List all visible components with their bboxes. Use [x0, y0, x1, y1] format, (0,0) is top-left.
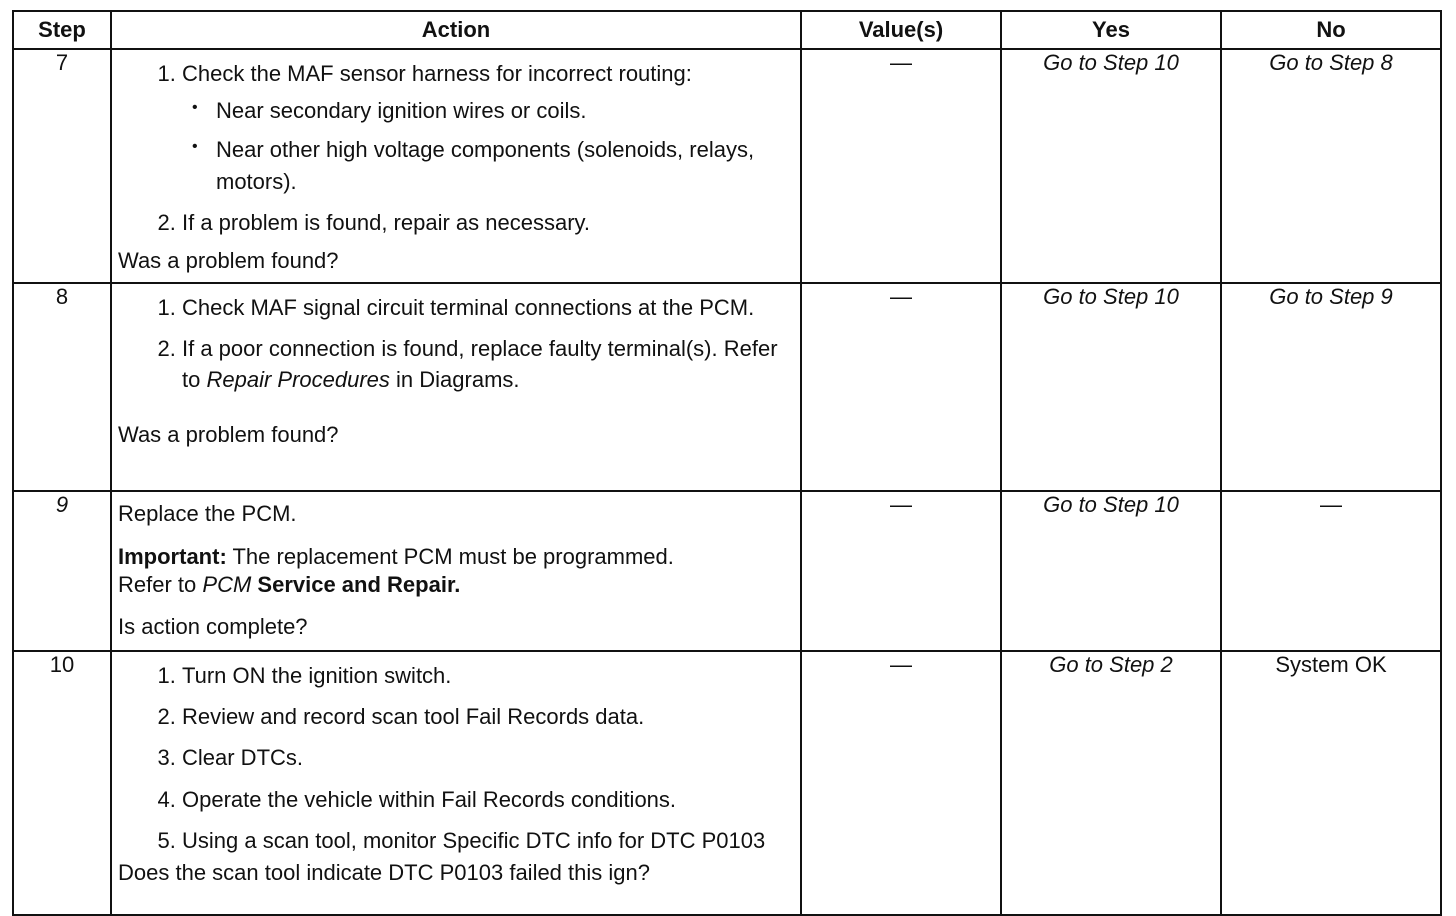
table-row-step-10 — [13, 651, 1441, 915]
action-item: 2. If a problem is found, repair as necessary. — [182, 207, 788, 238]
bullet-item: • Near secondary ignition wires or coils. — [216, 95, 788, 126]
value-cell: — — [801, 283, 1001, 491]
header-values: Value(s) — [801, 11, 1001, 49]
no-cell: Go to Step 8 — [1221, 49, 1441, 283]
header-row — [13, 11, 1441, 49]
bullet-list — [182, 95, 788, 197]
action-item: 2. Review and record scan tool Fail Records data. — [182, 701, 788, 732]
header-no: No — [1221, 11, 1441, 49]
action-cell — [111, 651, 801, 915]
no-cell: — — [1221, 491, 1441, 651]
bullet-item: • Near other high voltage components (solenoids, relays, motors). — [216, 134, 788, 196]
action-item: 2. If a poor connection is found, replace faulty terminal(s). Refer to Repair Procedures in Diagrams. — [182, 333, 788, 395]
action-item: 4. Operate the vehicle within Fail Records conditions. — [182, 784, 788, 815]
step-number: 8 — [13, 283, 111, 491]
action-cell — [111, 491, 801, 651]
action-item: 1. Check the MAF sensor harness for incorrect routing: • Near secondary ignition wires or coils. • Near other high voltage components (solenoids, relays, motors). — [182, 58, 788, 197]
table-row-step-8 — [13, 283, 1441, 491]
table-row-step-7 — [13, 49, 1441, 283]
important-note: Important: The replacement PCM must be programmed. Refer to PCM Service and Repair. — [118, 543, 674, 598]
diagnostic-table — [12, 10, 1442, 916]
action-item: 3. Clear DTCs. — [182, 742, 788, 773]
yes-cell: Go to Step 10 — [1001, 491, 1221, 651]
yes-cell: Go to Step 10 — [1001, 283, 1221, 491]
step-number: 10 — [13, 651, 111, 915]
header-step: Step — [13, 11, 111, 49]
action-cell — [111, 283, 801, 491]
repair-procedures-ref: Repair Procedures — [206, 367, 390, 393]
no-cell: System OK — [1221, 651, 1441, 915]
question-text: Does the scan tool indicate DTC P0103 failed this ign? — [118, 860, 650, 886]
yes-cell: Go to Step 2 — [1001, 651, 1221, 915]
step-number: 7 — [13, 49, 111, 283]
table-row-step-9 — [13, 491, 1441, 651]
header-action: Action — [111, 11, 801, 49]
value-cell: — — [801, 49, 1001, 283]
question-text: Was a problem found? — [118, 248, 339, 274]
action-item: 1. Check MAF signal circuit terminal connections at the PCM. — [182, 292, 788, 323]
header-yes: Yes — [1001, 11, 1221, 49]
question-text: Was a problem found? — [118, 421, 339, 447]
instruction-text: Replace the PCM. — [118, 501, 297, 526]
value-cell: — — [801, 491, 1001, 651]
step-number: 9 — [13, 491, 111, 651]
no-cell: Go to Step 9 — [1221, 283, 1441, 491]
value-cell: — — [801, 651, 1001, 915]
action-item: 5. Using a scan tool, monitor Specific DTC info for DTC P0103 — [182, 825, 788, 856]
action-cell — [111, 49, 801, 283]
action-item: 1. Turn ON the ignition switch. — [182, 660, 788, 691]
question-text: Is action complete? — [118, 613, 308, 639]
yes-cell: Go to Step 10 — [1001, 49, 1221, 283]
